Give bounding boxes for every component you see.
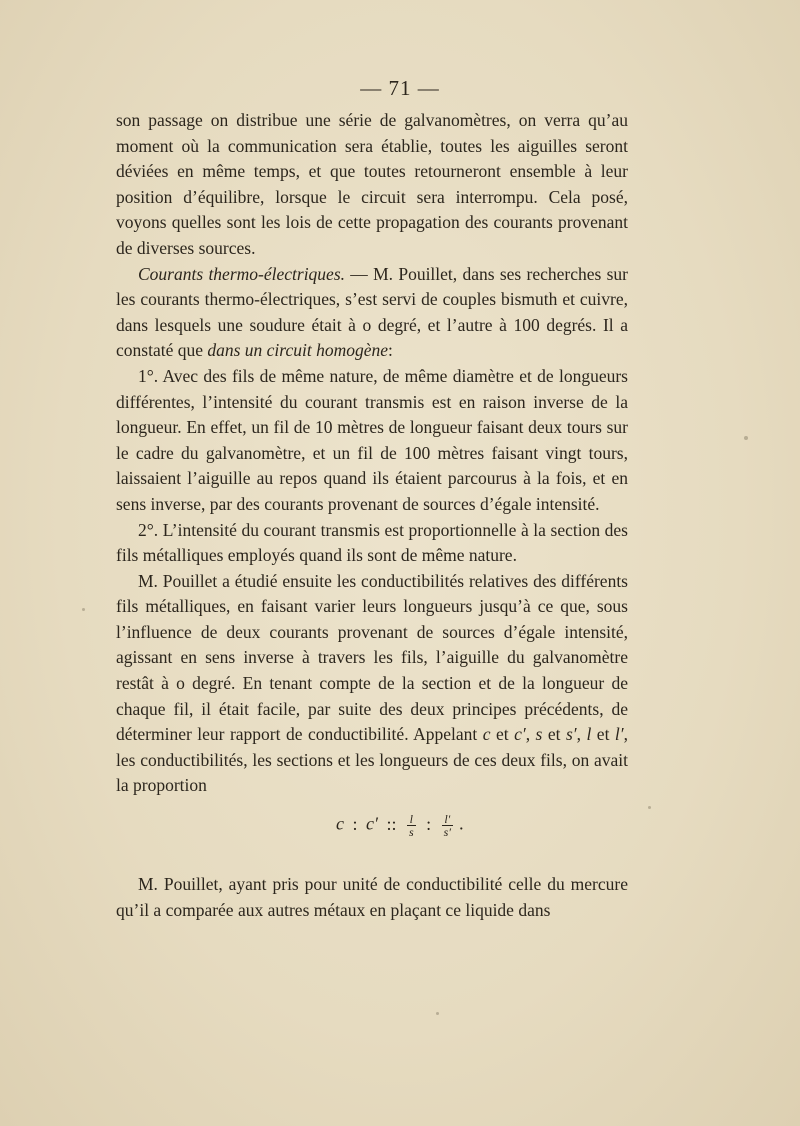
paper-speck — [648, 806, 651, 809]
paper-speck — [436, 1012, 439, 1015]
text-run: 2°. L’intensité du courant transmis est proportionnelle à la section des fils métalliques employés quand ils sont de même nature. — [116, 519, 628, 566]
text-run: M. Pouillet a étudié ensuite les conductibilités relatives des différents fils métalliques, en faisant varier leurs longueurs jusqu’à ce que, sous l’influence de deux courants provenant de sources d’égale intensité, agissant en sens inverse à travers les fils, l’aiguille du galvanomètre restât à o degré. En tenant compte de la section et de la longueur de chaque fil, il était facile, par suite des deux principes précédents, de déterminer leur rapport de conductibilité. Appelant — [116, 570, 628, 745]
text-run: son passage on distribue une série de galvanomètres, on verra qu’au moment où la communication sera établie, toutes les aiguilles seront déviées en même temps, et que toutes retourneront ensemble à leur position d’équilibre, lorsque le circuit sera interrompu. Cela posé, voyons quelles sont les lois de cette propagation des courants provenant de diverses sources. — [116, 110, 628, 258]
fraction-denominator: s — [408, 825, 414, 839]
paragraph — [116, 262, 628, 364]
paragraph — [116, 518, 628, 569]
text-run: et — [490, 724, 515, 745]
paragraph — [116, 108, 628, 262]
text-run: — M. Pouillet, dans ses recherches sur les courants thermo-électriques, s’est servi de couples bismuth et cuivre, dans lesquels une soudure était à o degré, et l’autre à 100 degrés. Il a constaté que — [116, 263, 628, 361]
body-text — [116, 108, 628, 799]
italic-text: s′ — [565, 724, 577, 745]
formula-fraction-lprime-over-sprime — [442, 813, 453, 838]
paper-speck — [744, 436, 748, 440]
formula-fraction-l-over-s — [407, 813, 416, 838]
formula-colon: : — [352, 813, 358, 834]
formula-double-colon: :: — [386, 813, 397, 834]
italic-text: l — [586, 724, 592, 745]
fraction-numerator: l — [407, 813, 416, 826]
text-run: et — [542, 724, 566, 745]
text-run: , les conductibilités, les sections et les longueurs de ces deux fils, on avait la proportion — [116, 724, 628, 796]
paper-speck — [82, 608, 85, 611]
italic-text: c — [482, 724, 491, 745]
italic-text: Courants thermo-électriques. — [138, 263, 346, 284]
closing-paragraph: M. Pouillet, ayant pris pour unité de conductibilité celle du mercure qu’il a comparée aux autres métaux en plaçant ce liquide dans — [116, 874, 628, 920]
text-run: : — [388, 340, 393, 361]
formula-c-prime: c′ — [366, 813, 378, 834]
fraction-denominator-prime: s′ — [443, 825, 451, 839]
formula-colon-2: : — [426, 813, 432, 834]
italic-text: l′ — [614, 724, 624, 745]
text-run: et — [591, 724, 615, 745]
formula-period: . — [459, 813, 464, 834]
formula-c: c — [336, 813, 345, 834]
text-run: 1°. Avec des fils de même nature, de même diamètre et de longueurs différentes, l’intensité du courant transmis est en raison inverse de la longueur. En effet, un fil de 10 mètres de longueur faisant deux tours sur le cadre du galvanomètre, et un fil de 100 mètres faisant vingt tours, laissaient l’aiguille au repos quand ils étaient parcourus à la fois, et en sens inverse, par des courants provenant de sources d’égale intensité. — [116, 365, 628, 514]
paragraph — [116, 364, 628, 518]
fraction-numerator-prime: l′ — [442, 813, 453, 826]
text-run: , — [525, 724, 536, 745]
paragraph — [116, 569, 628, 799]
italic-text: s — [535, 724, 543, 745]
italic-text: dans un circuit homogène — [207, 340, 388, 361]
page-number: — 71 — — [360, 76, 440, 100]
proportion-formula — [0, 813, 800, 838]
text-run: , — [576, 724, 587, 745]
italic-text: c′ — [514, 724, 526, 745]
